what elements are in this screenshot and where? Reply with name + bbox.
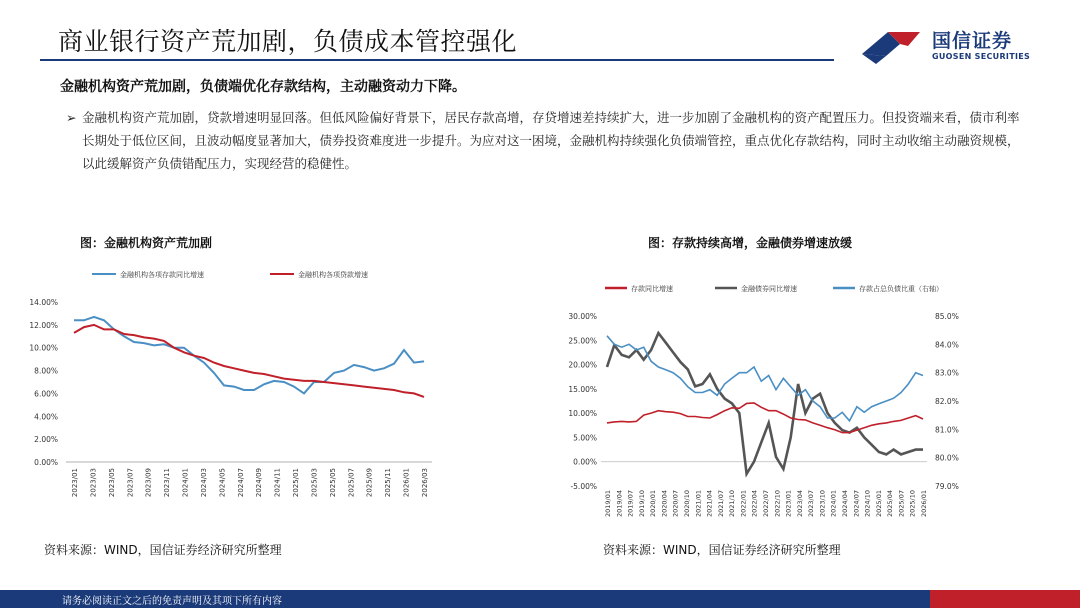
chart2-legend-label: 存款同比增速 [631, 285, 673, 293]
chart2-x-tick: 2022/04 [750, 490, 759, 518]
chart1-x-tick: 2023/05 [107, 468, 116, 498]
chart2-x-tick: 2022/07 [762, 490, 770, 518]
chart1-series-deposit-growth [74, 317, 424, 394]
footer-accent [930, 590, 1080, 608]
section-subtitle: 金融机构资产荒加剧，负债端优化存款结构，主动融资动力下降。 [60, 79, 466, 95]
footer-bar [0, 590, 1080, 608]
page-title: 商业银行资产荒加剧，负债成本管控强化 [58, 27, 518, 56]
chart1-x-tick: 2023/03 [89, 468, 98, 498]
chart2-y-left-tick: 20.00% [568, 360, 597, 370]
chart1-x-tick: 2023/11 [163, 468, 172, 498]
chart2-y-left-tick: 5.00% [573, 433, 597, 443]
chart2-x-tick: 2023/07 [807, 490, 816, 518]
chart2-x-tick: 2021/04 [705, 490, 714, 518]
chart1-x-tick: 2025/11 [384, 468, 393, 498]
chart1-title: 图：金融机构资产荒加剧 [80, 236, 213, 250]
chart2-x-tick: 2022/01 [739, 490, 748, 518]
chart1-x-tick: 2026/01 [402, 468, 411, 498]
chart2-x-tick: 2021/07 [716, 490, 725, 518]
chart1-y-tick: 14.00% [29, 298, 58, 307]
chart2-x-tick: 2025/07 [897, 490, 906, 518]
chart1-x-tick: 2024/11 [273, 468, 282, 498]
bullet-arrow-icon: ➢ [66, 110, 77, 125]
chart2-series-deposit-share [607, 336, 923, 421]
chart1-svg [20, 262, 450, 527]
chart2-x-tick: 2021/01 [694, 490, 703, 518]
disclaimer-text: 请务必阅读正文之后的免责声明及其项下所有内容 [62, 596, 282, 607]
chart1-y-tick: 10.00% [29, 343, 58, 353]
chart2-x-tick: 2022/10 [773, 490, 782, 518]
chart2-legend-label: 存款占总负债比重（右轴） [859, 285, 943, 293]
chart2-x-tick: 2024/07 [852, 490, 861, 518]
chart1-y-tick: 4.00% [34, 412, 58, 422]
bullet-paragraph [66, 106, 1026, 175]
chart1-x-tick: 2025/07 [347, 468, 356, 498]
chart2-x-tick: 2021/10 [728, 490, 737, 518]
chart2-y-left-tick: 0.00% [573, 457, 597, 467]
chart1-x-tick: 2025/05 [328, 468, 337, 498]
chart2-y-right-tick: 82.0% [935, 397, 959, 406]
chart1-x-tick: 2024/09 [255, 468, 264, 498]
chart2-legend-label: 金融债券同比增速 [741, 285, 797, 293]
chart2-y-left-tick: -5.00% [570, 482, 597, 491]
chart2-x-tick: 2026/01 [920, 490, 928, 518]
chart2-y-right-tick: 79.0% [935, 482, 959, 491]
chart1-x-tick: 2023/09 [144, 468, 153, 498]
brand-logo [858, 24, 1058, 68]
chart1-source: 资料来源：WIND，国信证券经济研究所整理 [44, 543, 282, 557]
chart1-x-tick: 2025/01 [292, 468, 301, 498]
chart2-x-tick: 2024/01 [829, 490, 838, 518]
chart2-x-tick: 2019/10 [637, 490, 646, 518]
chart1-y-tick: 2.00% [34, 435, 58, 445]
chart2-x-tick: 2019/04 [615, 490, 624, 518]
chart2-series-fin-bond-growth [607, 333, 923, 474]
chart1-y-tick: 6.00% [34, 389, 58, 399]
bullet-text: 金融机构资产荒加剧，贷款增速明显回落。但低风险偏好背景下，居民存款高增，存贷增速差持续扩大，进一步加剧了金融机构的资产配置压力。但投资端来看，债市利率长期处于低位区间，且波动幅度显著加大，债券投资难度进一步提升。为应对这一困境，金融机构持续强化负债端管控，重点优化存款结构，同时主动收缩主动融资规模，以此缓解资产负债错配压力，实现经营的稳健性。 [82, 110, 1020, 171]
chart1-y-tick: 12.00% [29, 320, 58, 330]
chart1-x-tick: 2024/03 [199, 468, 208, 498]
chart2-x-tick: 2025/01 [874, 490, 883, 518]
chart2-svg [555, 274, 980, 529]
logo-text-cn: 国信证券 [932, 30, 1013, 52]
chart2-y-right-tick: 84.0% [935, 340, 959, 350]
title-divider [40, 59, 834, 61]
chart2-x-tick: 2019/01 [604, 490, 612, 518]
chart2-x-tick: 2020/01 [649, 490, 658, 518]
chart2-y-right-tick: 83.0% [935, 368, 959, 378]
chart2-series-deposit-growth [607, 403, 923, 433]
chart2-x-tick: 2019/07 [626, 490, 635, 518]
chart1-x-tick: 2025/03 [310, 468, 319, 498]
chart1-legend-label: 金融机构各项贷款增速 [298, 271, 368, 279]
chart2-x-tick: 2024/10 [863, 490, 872, 518]
chart1-x-tick: 2023/07 [126, 468, 135, 498]
chart2-source: 资料来源：WIND，国信证券经济研究所整理 [603, 543, 841, 557]
chart2-x-tick: 2020/04 [660, 490, 669, 518]
chart2-y-left-tick: 15.00% [568, 384, 597, 394]
chart2-y-right-tick: 80.0% [935, 453, 959, 463]
chart2-x-tick: 2020/07 [671, 490, 680, 518]
chart2-y-left-tick: 30.00% [568, 312, 597, 321]
chart2-x-tick: 2023/04 [795, 490, 804, 518]
chart1-x-tick: 2023/01 [71, 468, 79, 498]
chart1-x-tick: 2024/05 [218, 468, 227, 498]
chart1-legend-label: 金融机构各项存款同比增速 [120, 271, 204, 279]
chart1-y-tick: 8.00% [34, 366, 58, 376]
chart2-x-tick: 2025/10 [908, 490, 917, 518]
chart1-x-tick: 2024/07 [236, 468, 245, 498]
chart1-x-tick: 2025/09 [365, 468, 374, 498]
chart2-x-tick: 2020/10 [683, 490, 691, 518]
chart2-y-left-tick: 25.00% [568, 336, 597, 346]
chart2-y-right-tick: 85.0% [935, 312, 959, 321]
chart1-series-loan-growth [74, 325, 424, 397]
chart1-y-tick: 0.00% [34, 458, 58, 467]
chart2-y-left-tick: 10.00% [568, 409, 597, 419]
logo-text-en: GUOSEN SECURITIES [932, 52, 1031, 61]
chart2-x-tick: 2025/04 [886, 490, 895, 518]
chart1-x-tick: 2026/03 [421, 468, 429, 498]
chart2-x-tick: 2023/01 [784, 490, 793, 518]
chart2-x-tick: 2024/04 [841, 490, 849, 518]
chart2-title: 图：存款持续高增，金融债券增速放缓 [648, 236, 853, 250]
chart2-y-right-tick: 81.0% [935, 425, 959, 435]
chart2-x-tick: 2023/10 [818, 490, 827, 518]
chart1-x-tick: 2024/01 [181, 468, 190, 498]
logo-mark-icon [858, 24, 928, 68]
